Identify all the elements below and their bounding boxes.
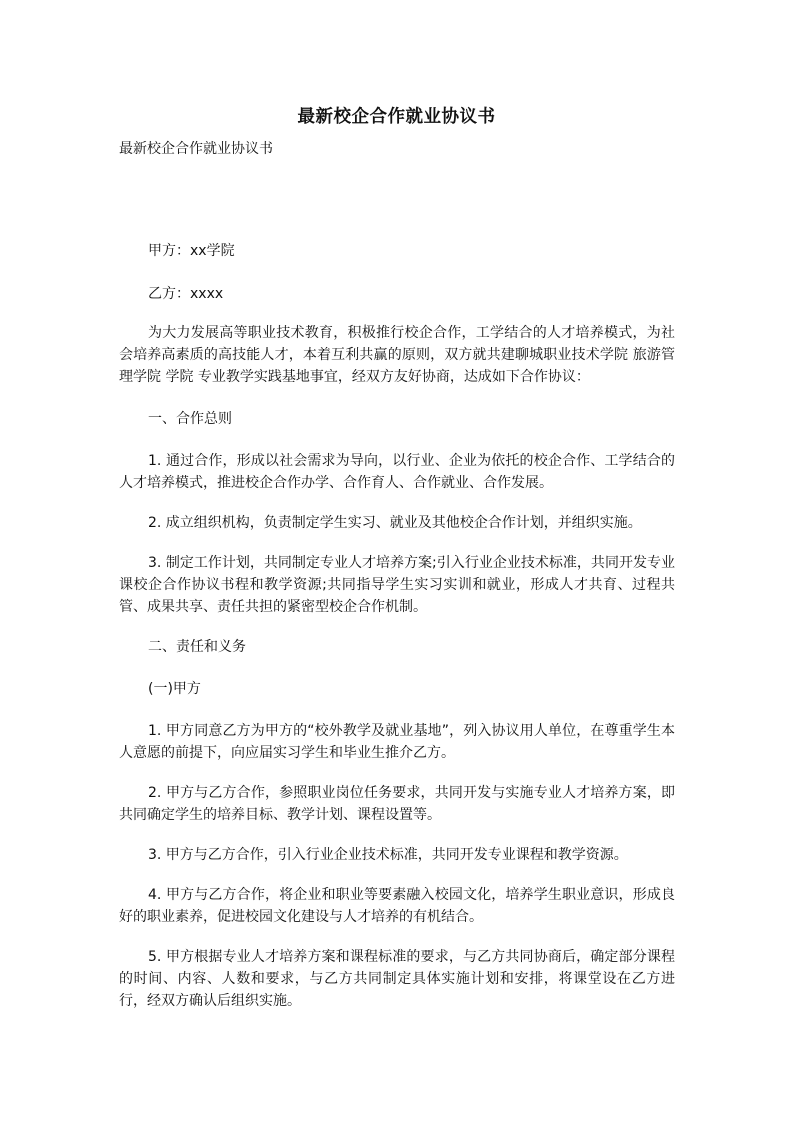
- document-title: 最新校企合作就业协议书: [297, 107, 496, 127]
- party-a-clause-5: 5. 甲方根据专业人才培养方案和课程标准的要求，与乙方共同协商后，确定部分课程的时间、内容、人数和要求，与乙方共同制定具体实施计划和安排，将课堂设在乙方进行，经双方确认后组织实施。: [119, 949, 675, 1009]
- party-a-clause-4: 4. 甲方与乙方合作，将企业和职业等要素融入校园文化，培养学生职业意识，形成良好的职业素养，促进校园文化建设与人才培养的有机结合。: [119, 887, 675, 925]
- section-heading-general: 一、合作总则: [148, 411, 232, 427]
- subsection-heading-party-a: (一)甲方: [148, 681, 201, 697]
- party-a-clause-2: 2. 甲方与乙方合作，参照职业岗位任务要求，共同开发与实施专业人才培养方案，即共同确定学生的培养目标、教学计划、课程设置等。: [119, 785, 675, 823]
- party-a-clause-3: 3. 甲方与乙方合作，引入行业企业技术标准，共同开发专业课程和教学资源。: [148, 847, 628, 863]
- party-a-line: 甲方：xx学院: [148, 243, 235, 259]
- general-clause-2: 2. 成立组织机构，负责制定学生实习、就业及其他校企合作计划，并组织实施。: [148, 515, 642, 531]
- preamble-paragraph: 为大力发展高等职业技术教育，积极推行校企合作，工学结合的人才培养模式，为社会培养高素质的高技能人才，本着互利共赢的原则，双方就共建聊城职业技术学院 旅游管理学院 学院 专业教学实践基地事宜，经双方友好协商，达成如下合作协议：: [119, 325, 675, 385]
- general-clause-1: 1. 通过合作，形成以社会需求为导向，以行业、企业为依托的校企合作、工学结合的人才培养模式，推进校企合作办学、合作育人、合作就业、合作发展。: [119, 453, 675, 491]
- party-a-clause-1: 1. 甲方同意乙方为甲方的“校外教学及就业基地”，列入协议用人单位，在尊重学生本人意愿的前提下，向应届实习学生和毕业生推介乙方。: [119, 723, 675, 761]
- general-clause-3: 3. 制定工作计划，共同制定专业人才培养方案;引入行业企业技术标准，共同开发专业课校企合作协议书程和教学资源;共同指导学生实习实训和就业，形成人才共育、过程共管、成果共享、责任共担的紧密型校企合作机制。: [119, 555, 675, 615]
- section-heading-duties: 二、责任和义务: [148, 639, 246, 655]
- document-subtitle: 最新校企合作就业协议书: [119, 141, 273, 157]
- party-b-line: 乙方：xxxx: [148, 286, 224, 302]
